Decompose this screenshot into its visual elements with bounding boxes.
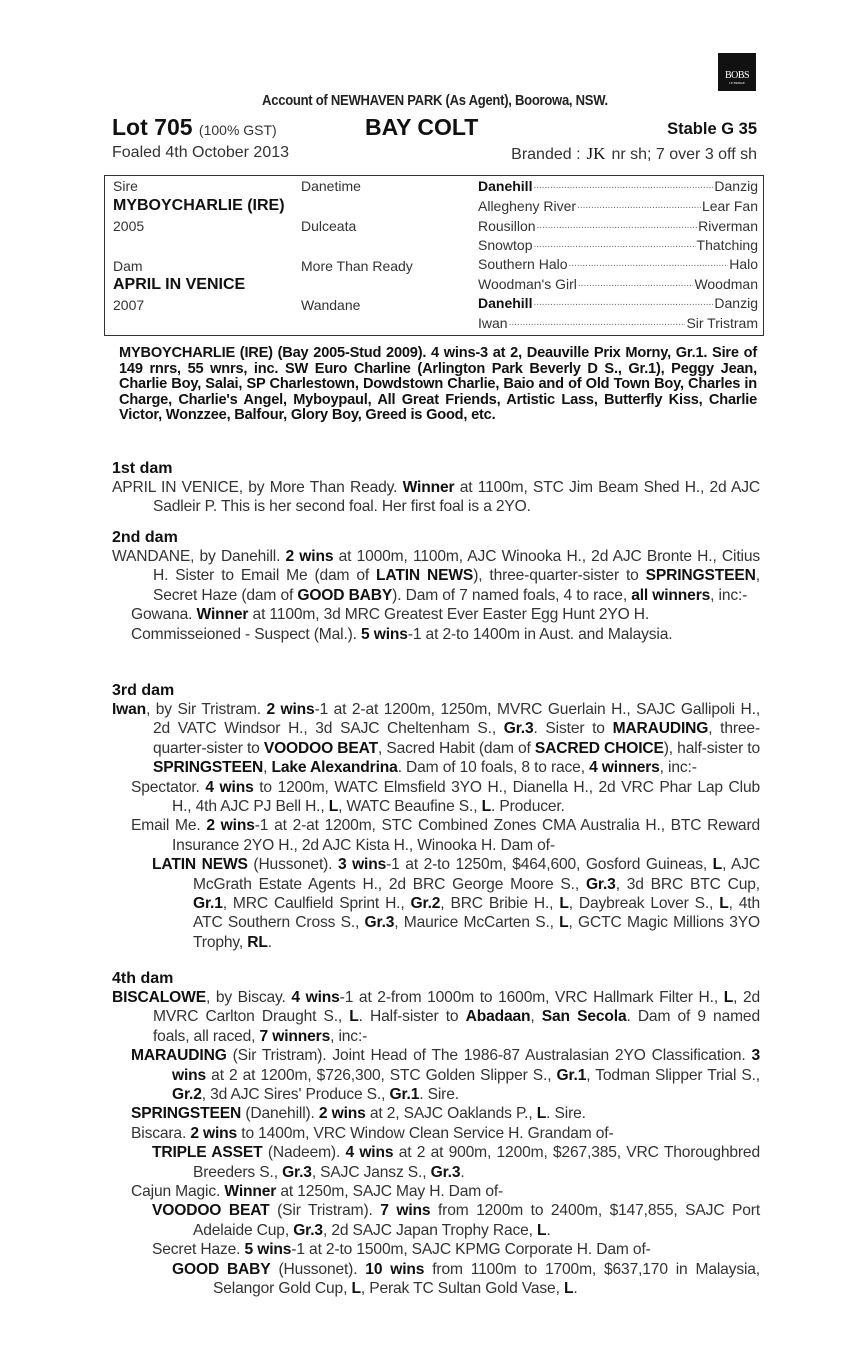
bold-text: VOODOO BEAT: [263, 739, 378, 757]
bold-text: 7 wins: [380, 1202, 431, 1220]
horse-title: BAY COLT: [365, 114, 479, 140]
entry-text: at 2, SAJC Oaklands P.,: [365, 1105, 537, 1123]
bold-text: 3 wins: [172, 1047, 760, 1084]
bold-text: Winner: [224, 1183, 277, 1201]
entry-text: -1 at 2-from 1000m to 1600m, VRC Hallmark Filter H.,: [339, 989, 724, 1006]
entry-text: , by Sir Tristram.: [146, 701, 267, 718]
entry-text: at 2 at 900m, 1200m, $267,385, VRC Thoroughbred Breeders S.,: [193, 1144, 760, 1181]
entry-text: , inc:-: [710, 586, 748, 604]
entry-text: -1 at 2-to 1250m, $464,600, Gosford Guineas,: [386, 856, 713, 874]
bold-text: SPRINGSTEEN: [131, 1105, 242, 1123]
entry-text: Spectator.: [131, 778, 206, 796]
entry-text: . Sire.: [419, 1086, 459, 1104]
lot-number: [112, 114, 277, 141]
bold-text: 2 wins: [190, 1124, 238, 1142]
family-entry: [112, 1104, 760, 1123]
bold-text: Gr.2: [410, 895, 441, 913]
vendor-account: Account of NEWHAVEN PARK (As Agent), Boorowa, NSW.: [262, 93, 608, 109]
entry-text: .: [573, 1280, 578, 1298]
bold-text: Gr.1: [556, 1066, 587, 1084]
entry-text: (Hussonet).: [247, 856, 338, 874]
bold-text: L: [719, 895, 729, 913]
bold-text: SPRINGSTEEN: [153, 759, 264, 777]
section-heading: 1st dam: [112, 460, 173, 477]
sire-label: Sire: [113, 178, 138, 194]
bold-text: Winner: [196, 606, 249, 624]
entry-text: -1 at 2-at 1200m, 1250m, MVRC Guerlain H., SAJC Gallipoli H., 2d VATC Windsor H., 3d SAJC Cheltenham S.,: [153, 701, 761, 738]
bold-text: TRIPLE ASSET: [152, 1144, 263, 1162]
bold-text: Gr.3: [585, 875, 616, 893]
ancestor-name: Rousillon: [478, 218, 536, 234]
pedigree-ancestor: [478, 256, 758, 272]
entry-text: to 1400m, VRC Window Clean Service H. Grandam of-: [237, 1124, 614, 1142]
family-entry: [112, 1260, 760, 1299]
entry-text: APRIL IN VENICE, by More Than Ready.: [112, 479, 403, 496]
bold-text: RL: [247, 933, 268, 951]
entry-text: . Producer.: [490, 798, 565, 816]
gst-note: (100% GST): [198, 122, 277, 138]
leader-dots: [569, 256, 729, 272]
entry-text: (Sir Tristram).: [269, 1202, 381, 1220]
ancestor-name: Southern Halo: [478, 256, 568, 272]
entry-text: , MRC Caulfield Sprint H.,: [222, 895, 411, 913]
entry-text: , Perak TC Sultan Gold Vase,: [360, 1280, 564, 1298]
entry-text: . Dam of 9 named foals, all raced,: [153, 1008, 760, 1045]
ancestor-name: Danehill: [478, 178, 533, 194]
bold-text: MARAUDING: [131, 1047, 227, 1065]
entry-text: at 1100m, STC Jim Beam Shed H., 2d AJC Sadleir P. This is her second foal. Her first foal is a 2YO.: [153, 479, 760, 516]
family-entry: [112, 1046, 760, 1104]
leader-dots: [578, 276, 694, 292]
family-entry: [112, 478, 760, 517]
entry-text: ), three-quarter-sister to: [473, 567, 646, 585]
stable-number: Stable G 35: [667, 120, 757, 138]
entry-text: (Danehill).: [241, 1105, 319, 1123]
ancestor-name: Woodman's Girl: [478, 276, 577, 292]
entry-text: ), half-sister to: [663, 739, 761, 757]
leader-dots: [537, 218, 698, 234]
family-entry: [112, 605, 760, 624]
bold-text: L: [481, 798, 491, 816]
bold-text: Gr.1: [193, 895, 223, 913]
entry-text: , Maurice McCarten S.,: [394, 914, 560, 932]
bold-text: L: [559, 895, 569, 913]
bold-text: SACRED CHOICE: [534, 739, 664, 757]
entry-text: , Sacred Habit (dam of: [377, 739, 535, 757]
entry-text: , Daybreak Lover S.,: [568, 895, 720, 913]
entry-text: . Sire.: [546, 1105, 586, 1123]
entry-text: ,: [263, 759, 272, 777]
entry-text: , AJC McGrath Estate Agents H., 2d BRC George Moore S.,: [193, 856, 760, 893]
ancestor-sire: Woodman: [694, 276, 758, 292]
bold-text: BISCALOWE: [112, 989, 206, 1006]
bold-text: L: [351, 1280, 361, 1298]
entry-text: .: [460, 1163, 465, 1181]
dam-section: [112, 459, 760, 517]
entry-text: (Nadeem).: [262, 1144, 346, 1162]
dam-section: [112, 969, 760, 1299]
bold-text: L: [723, 989, 734, 1006]
section-heading: 2nd dam: [112, 529, 178, 546]
bold-text: all winners: [631, 586, 711, 604]
pedigree-ancestor: [478, 315, 758, 331]
bold-text: Gr.3: [503, 720, 534, 738]
entry-text: , three-quarter-sister to: [153, 720, 760, 757]
dam-sire: More Than Ready: [301, 258, 413, 274]
entry-text: , 3d BRC BTC Cup,: [615, 875, 760, 893]
bold-text: Lake Alexandrina: [271, 759, 398, 777]
family-entry: [112, 1143, 760, 1182]
entry-text: Cajun Magic.: [131, 1183, 225, 1201]
entry-text: , BRC Bribie H.,: [440, 895, 560, 913]
leader-dots: [577, 198, 701, 214]
entry-text: WANDANE, by Danehill.: [112, 548, 286, 565]
ancestor-name: Iwan: [478, 315, 508, 331]
entry-text: from 1100m to 1700m, $637,170 in Malaysia, Selangor Gold Cup,: [213, 1260, 760, 1298]
dam-section: [112, 681, 760, 952]
entry-text: , 2d SAJC Japan Trophy Race,: [322, 1221, 538, 1239]
entry-text: at 2 at 1200m, $726,300, STC Golden Slipper S.,: [206, 1066, 557, 1084]
entry-text: , WATC Beaufine S.,: [338, 798, 482, 816]
entry-text: , Secret Haze (dam of: [153, 567, 760, 604]
bold-text: San Secola: [541, 1008, 627, 1026]
entry-text: , GCTC Magic Millions 3YO Trophy,: [193, 914, 760, 951]
entry-text: Gowana.: [131, 606, 197, 624]
bold-text: L: [559, 914, 569, 932]
pedigree-table: [104, 175, 764, 336]
bold-text: Gr.3: [430, 1163, 461, 1181]
bold-text: LATIN NEWS: [152, 856, 248, 874]
family-entry: [112, 988, 760, 1046]
entry-text: (Hussonet).: [270, 1260, 366, 1278]
bold-text: Winner: [402, 479, 455, 496]
ancestor-sire: Lear Fan: [701, 198, 758, 214]
brand-mark: JK: [586, 144, 606, 163]
bold-text: L: [536, 1105, 547, 1123]
entry-text: , inc:-: [330, 1027, 368, 1045]
bold-text: Gr.2: [172, 1086, 202, 1104]
pedigree-ancestor: [478, 295, 758, 311]
bold-text: 7 winners: [259, 1027, 331, 1045]
ancestor-name: Snowtop: [478, 237, 533, 253]
brand-info: [511, 144, 757, 164]
sire-summary: MYBOYCHARLIE (IRE) (Bay 2005-Stud 2009). 4 wins-3 at 2, Deauville Prix Morny, Gr.1. Sire of 149 rnrs, 55 wnrs, inc. SW Euro Charline (Arlington Park Beverly D S., Gr.1), Peggy Jean, Charlie Boy, Salai, SP Charlestown, Dowdstown Charlie, Baio and of Old Town Boy, Charles in Charge, Charlie's Angel, Myboypaul, All Great Friends, Artistic Lass, Butterfly Kiss, Charlie Victor, Wonzzee, Balfour, Glory Boy, Greed is Good, etc.: [119, 345, 757, 423]
pedigree-ancestor: [478, 178, 758, 194]
family-entry: [112, 1182, 760, 1201]
ancestor-sire: Thatching: [696, 237, 758, 253]
bold-text: L: [563, 1280, 574, 1298]
section-heading: 4th dam: [112, 970, 174, 987]
entry-text: ). Dam of 7 named foals, 4 to race,: [392, 586, 632, 604]
bold-text: 2 wins: [206, 817, 255, 835]
entry-text: Biscara.: [131, 1124, 191, 1142]
leader-dots: [533, 237, 695, 253]
bold-text: SPRINGSTEEN: [645, 567, 756, 585]
bold-text: Gr.3: [364, 914, 395, 932]
dam-label: Dam: [113, 258, 143, 274]
branded-label: Branded :: [511, 146, 581, 163]
bold-text: 5 wins: [361, 625, 408, 643]
bold-text: L: [328, 798, 339, 816]
leader-dots: [533, 178, 713, 194]
bold-text: Gr.3: [293, 1221, 323, 1239]
entry-text: at 1000m, 1100m, AJC Winooka H., 2d AJC Bronte H., Citius H. Sister to Email Me (dam of: [153, 548, 761, 585]
bold-text: L: [712, 856, 723, 874]
family-entry: [112, 1201, 760, 1240]
sire-sire: Danetime: [301, 178, 361, 194]
section-heading: 3rd dam: [112, 682, 175, 699]
bold-text: Iwan: [112, 701, 147, 718]
entry-text: at 1250m, SAJC May H. Dam of-: [276, 1183, 504, 1201]
pedigree-ancestor: [478, 237, 758, 253]
family-entry: [112, 778, 760, 817]
entry-text: , by Biscay.: [205, 989, 292, 1006]
entry-text: -1 at 2-to 1500m, SAJC KPMG Corporate H. Dam of-: [291, 1241, 651, 1259]
entry-text: (Sir Tristram). Joint Head of The 1986-87 Australasian 2YO Classification.: [226, 1047, 752, 1065]
dam-dam: Wandane: [301, 297, 361, 313]
foaled-date: Foaled 4th October 2013: [112, 144, 290, 161]
bold-text: 4 wins: [345, 1144, 394, 1162]
entry-text: . Dam of 10 foals, 8 to race,: [397, 759, 590, 777]
pedigree-ancestor: [478, 218, 758, 234]
sire-dam: Dulceata: [301, 218, 357, 234]
bold-text: MARAUDING: [612, 720, 709, 738]
dam-year: 2007: [113, 297, 145, 313]
sire-year: 2005: [113, 218, 145, 234]
family-entry: [112, 700, 760, 778]
bold-text: 2 wins: [266, 701, 315, 718]
bold-text: LATIN NEWS: [376, 567, 474, 585]
entry-text: to 1200m, WATC Elmsfield 3YO H., Dianella H., 2d VRC Phar Lap Club H., 4th AJC PJ Bell H.,: [172, 778, 761, 816]
family-entry: [112, 547, 760, 605]
leader-dots: [533, 295, 713, 311]
bold-text: 4 wins: [291, 989, 340, 1006]
dam-section: [112, 528, 760, 644]
entry-text: . Sister to: [533, 720, 613, 738]
entry-text: from 1200m to 2400m, $147,855, SAJC Port Adelaide Cup,: [193, 1202, 761, 1239]
bold-text: Gr.1: [389, 1086, 420, 1104]
entry-text: , 2d MVRC Carlton Draught S.,: [153, 989, 760, 1026]
ancestor-name: Allegheny River: [478, 198, 577, 214]
bobs-logo: BOBS LE BRIDGE: [718, 53, 756, 91]
family-entry: [112, 1124, 760, 1143]
entry-text: , SAJC Jansz S.,: [311, 1163, 431, 1181]
ancestor-sire: Riverman: [698, 218, 758, 234]
dam-name: APRIL IN VENICE: [113, 276, 246, 293]
family-entry: [112, 1240, 760, 1259]
bold-text: 4 wins: [205, 778, 254, 796]
entry-text: at 1100m, 3d MRC Greatest Ever Easter Egg Hunt 2YO H.: [248, 606, 650, 624]
ancestor-sire: Sir Tristram: [686, 315, 758, 331]
bold-text: 10 wins: [365, 1260, 425, 1278]
family-entry: [112, 816, 760, 855]
bold-text: VOODOO BEAT: [152, 1202, 270, 1220]
entry-text: , Todman Slipper Trial S.,: [586, 1066, 760, 1084]
pedigree-ancestor: [478, 198, 758, 214]
bold-text: 2 wins: [285, 548, 334, 565]
entry-text: Commisseioned - Suspect (Mal.).: [131, 625, 362, 643]
lot-label: Lot 705: [112, 114, 193, 140]
entry-text: , 3d AJC Sires' Produce S.,: [201, 1086, 390, 1104]
entry-text: Secret Haze.: [152, 1241, 245, 1259]
entry-text: .: [267, 933, 272, 951]
bold-text: L: [537, 1221, 547, 1239]
sire-name: MYBOYCHARLIE (IRE): [113, 197, 285, 214]
entry-text: , 4th ATC Southern Cross S.,: [193, 895, 760, 932]
brand-detail: nr sh; 7 over 3 off sh: [611, 146, 757, 163]
ancestor-sire: Danzig: [714, 178, 758, 194]
entry-text: -1 at 2-to 1400m in Aust. and Malaysia.: [407, 625, 673, 643]
bold-text: GOOD BABY: [172, 1260, 271, 1278]
bold-text: 5 wins: [244, 1241, 292, 1259]
entry-text: . Half-sister to: [358, 1008, 466, 1026]
entry-text: -1 at 2-at 1200m, STC Combined Zones CMA Australia H., BTC Reward Insurance 2YO H., 2d AJC Kista H., Winooka H. Dam of-: [172, 817, 761, 854]
family-entry: [112, 625, 760, 644]
bold-text: 2 wins: [318, 1105, 366, 1123]
ancestor-name: Danehill: [478, 295, 533, 311]
bold-text: Abadaan: [465, 1008, 531, 1026]
bold-text: Gr.3: [282, 1163, 312, 1181]
entry-text: ,: [530, 1008, 542, 1026]
bold-text: L: [349, 1008, 359, 1026]
entry-text: .: [546, 1221, 551, 1239]
bold-text: GOOD BABY: [297, 586, 393, 604]
entry-text: Email Me.: [131, 817, 207, 835]
bold-text: 3 wins: [337, 856, 387, 874]
ancestor-sire: Danzig: [714, 295, 758, 311]
bold-text: 4 winners: [589, 759, 660, 777]
family-entry: [112, 855, 760, 952]
entry-text: , inc:-: [659, 759, 697, 777]
ancestor-sire: Halo: [729, 256, 758, 272]
leader-dots: [509, 315, 686, 331]
pedigree-ancestor: [478, 276, 758, 292]
